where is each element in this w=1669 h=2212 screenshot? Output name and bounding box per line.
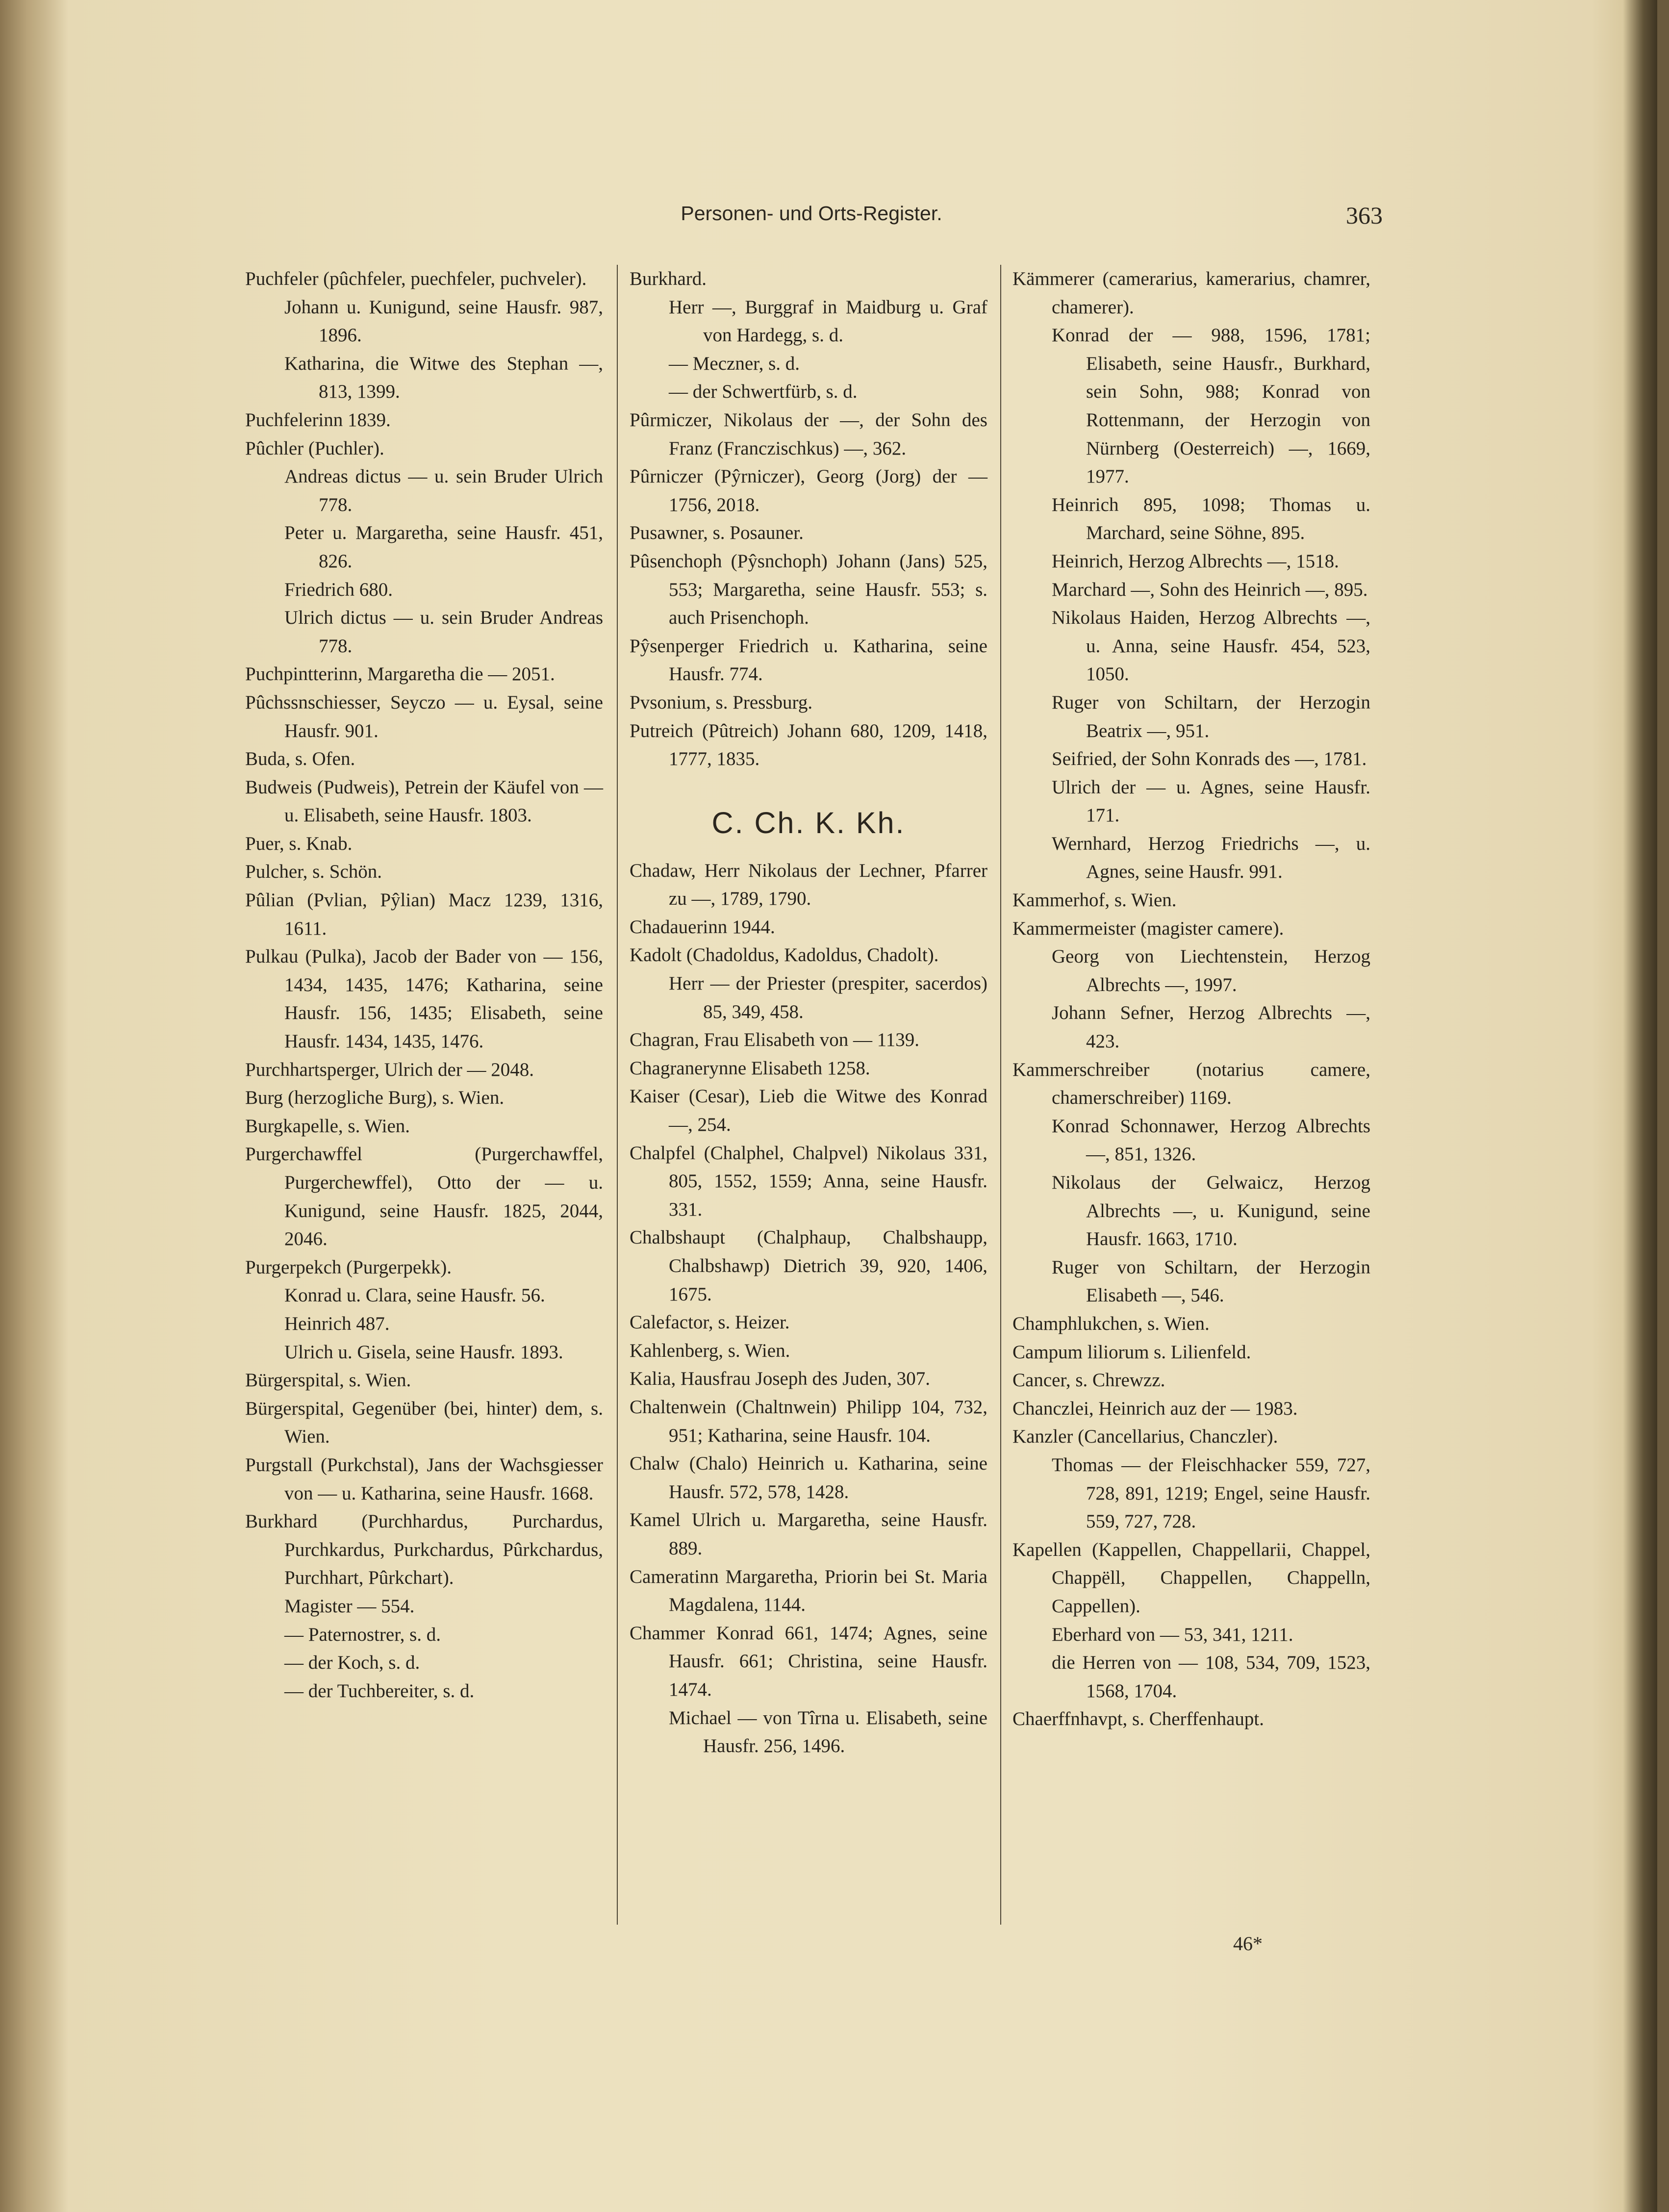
register-subentry: Konrad der — 988, 1596, 1781; Elisabeth, seine Hausfr., Burkhard, sein Sohn, 988; Konrad von Rottenmann, der Herzogin von Nürnberg (Oesterreich) —, 1669, 1977. [1052,325,1370,487]
register-entry: Chanczlei, Heinrich auz der — 1983. [1012,1398,1298,1419]
register-entry: Purgerpekch (Purgerpekk). [245,1256,452,1278]
register-subentry: Ruger von Schiltarn, der Herzogin Beatrix —, 951. [1052,691,1370,741]
register-entry: Champhlukchen, s. Wien. [1012,1313,1210,1334]
register-subentry: Konrad Schonnawer, Herzog Albrechts —, 851, 1326. [1052,1115,1370,1165]
register-entry: Pûchssnschiesser, Seyczo — u. Eysal, seine Hausfr. 901. [245,691,603,741]
register-subentry: Seifried, der Sohn Konrads des —, 1781. [1052,748,1367,770]
register-entry: Chalpfel (Chalphel, Chalpvel) Nikolaus 331, 805, 1552, 1559; Anna, seine Hausfr. 331. [630,1142,987,1220]
register-entry: Campum liliorum s. Lilienfeld. [1012,1341,1251,1363]
register-subentry: Konrad u. Clara, seine Hausfr. 56. [284,1285,545,1306]
register-subentry: Ulrich der — u. Agnes, seine Hausfr. 171. [1052,776,1370,826]
register-entry: Purgerchawffel (Purgerchawffel, Purgerchewffel), Otto der — u. Kunigund, seine Hausfr. 1825, 2044, 2046. [245,1144,603,1250]
register-subentry: — der Schwertfürb, s. d. [669,381,858,403]
register-subentry: Johann u. Kunigund, seine Hausfr. 987, 1896. [284,296,603,346]
register-subentry: Georg von Liechtenstein, Herzog Albrechts —, 1997. [1052,946,1370,995]
register-entry: Chaltenwein (Chaltnwein) Philipp 104, 732, 951; Katharina, seine Hausfr. 104. [630,1396,987,1446]
register-subentry: Magister — 554. [284,1595,415,1617]
register-subentry: Katharina, die Witwe des Stephan —, 813, 1399. [284,353,603,403]
register-entry: Buda, s. Ofen. [245,748,355,770]
register-entry: Purgstall (Purkchstal), Jans der Wachsgiesser von — u. Katharina, seine Hausfr. 1668. [245,1454,603,1504]
page-number: 363 [1346,202,1383,229]
register-entry: Burkhard. [630,268,707,289]
register-column-1 [245,265,603,1705]
register-entry: Burkhard (Purchhardus, Purchardus, Purchkardus, Purkchardus, Pûrkchardus, Purchhart, Pûrkchart). [245,1511,603,1589]
register-entry: Puchfelerinn 1839. [245,409,391,431]
register-subentry: — der Koch, s. d. [284,1652,420,1674]
register-entry: Cancer, s. Chrewzz. [1012,1370,1165,1391]
register-subentry: — Meczner, s. d. [669,353,800,374]
register-entry: Pûsenchoph (Pŷsnchoph) Johann (Jans) 525, 553; Margaretha, seine Hausfr. 553; s. auch Prisenchoph. [630,550,987,629]
register-entry: Kaiser (Cesar), Lieb die Witwe des Konrad —, 254. [630,1086,987,1136]
register-entry: Kadolt (Chadoldus, Kadoldus, Chadolt). [630,944,939,966]
register-entry: Chalw (Chalo) Heinrich u. Katharina, seine Hausfr. 572, 578, 1428. [630,1453,987,1502]
register-entry: Pulcher, s. Schön. [245,861,382,883]
register-entry: Chagran, Frau Elisabeth von — 1139. [630,1029,920,1051]
register-entry: Purchhartsperger, Ulrich der — 2048. [245,1059,534,1080]
register-entry: Kapellen (Kappellen, Chappellarii, Chappel, Chappëll, Chappellen, Chappelln, Cappellen). [1012,1539,1370,1617]
register-entry: Kammerhof, s. Wien. [1012,890,1177,911]
section-heading: C. Ch. K. Kh. [711,806,906,839]
register-subentry: Nikolaus Haiden, Herzog Albrechts —, u. Anna, seine Hausfr. 454, 523, 1050. [1052,607,1370,685]
register-entry: Pûrniczer (Pŷrniczer), Georg (Jorg) der — 1756, 2018. [630,466,987,515]
page-left-edge-shadow [0,0,69,2212]
register-entry: Bürgerspital, s. Wien. [245,1370,411,1391]
register-entry: Chaerffnhavpt, s. Cherffenhaupt. [1012,1708,1264,1730]
register-entry: Chadauerinn 1944. [630,916,775,938]
register-entry: Putreich (Pûtreich) Johann 680, 1209, 1418, 1777, 1835. [630,720,987,770]
register-entry: Chalbshaupt (Chalphaup, Chalbshaupp, Chalbshawp) Dietrich 39, 920, 1406, 1675. [630,1227,987,1305]
register-entry: Chagranerynne Elisabeth 1258. [630,1057,870,1079]
register-entry: Calefactor, s. Heizer. [630,1312,790,1333]
register-subentry: Ulrich dictus — u. sein Bruder Andreas 778. [284,607,603,657]
register-subentry: Andreas dictus — u. sein Bruder Ulrich 778. [284,466,603,515]
register-subentry: Herr —, Burggraf in Maidburg u. Graf von Hardegg, s. d. [669,296,987,346]
register-column-3 [1012,265,1370,1733]
register-entry: Kalia, Hausfrau Joseph des Juden, 307. [630,1368,931,1390]
register-subentry: Eberhard von — 53, 341, 1211. [1052,1624,1293,1645]
register-subentry: Ulrich u. Gisela, seine Hausfr. 1893. [284,1341,563,1363]
register-entry: Kamel Ulrich u. Margaretha, seine Hausfr. 889. [630,1509,987,1559]
register-subentry: Heinrich 487. [284,1313,390,1334]
register-subentry: Johann Sefner, Herzog Albrechts —, 423. [1052,1002,1370,1052]
register-entry: Kammermeister (magister camere). [1012,917,1284,939]
register-entry: Pŷsenperger Friedrich u. Katharina, seine Hausfr. 774. [630,635,987,685]
register-entry: Puchpintterinn, Margaretha die — 2051. [245,663,555,685]
register-subentry: — der Tuchbereiter, s. d. [284,1680,475,1702]
column-divider [1000,265,1001,1925]
register-entry: Kanzler (Cancellarius, Chanczler). [1012,1426,1278,1448]
register-entry: Chammer Konrad 661, 1474; Agnes, seine Hausfr. 661; Christina, seine Hausfr. 1474. [630,1622,987,1700]
register-subentry: Peter u. Margaretha, seine Hausfr. 451, 826. [284,522,603,572]
column-divider [617,265,618,1925]
register-entry: Kämmerer (camerarius, kamerarius, chamrer, chamerer). [1012,268,1370,318]
register-entry: Burg (herzogliche Burg), s. Wien. [245,1087,505,1109]
register-subentry: die Herren von — 108, 534, 709, 1523, 1568, 1704. [1052,1652,1370,1702]
register-entry: Kahlenberg, s. Wien. [630,1340,790,1361]
register-column-2 [630,265,987,1760]
register-subentry: Michael — von Tîrna u. Elisabeth, seine Hausfr. 256, 1496. [669,1707,987,1757]
register-entry: Pvsonium, s. Pressburg. [630,691,813,713]
register-subentry: Ruger von Schiltarn, der Herzogin Elisabeth —, 546. [1052,1256,1370,1306]
register-subentry: Heinrich 895, 1098; Thomas u. Marchard, seine Söhne, 895. [1052,494,1370,544]
register-entry: Puer, s. Knab. [245,833,353,854]
register-entry: Cameratinn Margaretha, Priorin bei St. Maria Magdalena, 1144. [630,1566,987,1616]
page-gutter-shadow [1623,0,1657,2212]
register-subentry: Wernhard, Herzog Friedrichs —, u. Agnes, seine Hausfr. 991. [1052,833,1370,883]
register-subentry: Herr — der Priester (prespiter, sacerdos) 85, 349, 458. [669,973,987,1022]
register-subentry: Friedrich 680. [284,579,393,600]
register-entry: Pusawner, s. Posauner. [630,522,804,544]
register-entry: Pûlian (Pvlian, Pŷlian) Macz 1239, 1316, 1611. [245,890,603,939]
register-entry: Puchfeler (pûchfeler, puechfeler, puchveler). [245,268,587,289]
register-subentry: Nikolaus der Gelwaicz, Herzog Albrechts —, u. Kunigund, seine Hausfr. 1663, 1710. [1052,1172,1370,1250]
register-entry: Pûchler (Puchler). [245,437,384,459]
register-entry: Burgkapelle, s. Wien. [245,1115,410,1137]
register-subentry: Thomas — der Fleischhacker 559, 727, 728, 891, 1219; Engel, seine Hausfr. 559, 727, 728. [1052,1454,1370,1532]
signature-mark: 46* [1233,1932,1263,1955]
register-entry: Kammerschreiber (notarius camere, chamerschreiber) 1169. [1012,1059,1370,1109]
register-entry: Pûrmiczer, Nikolaus der —, der Sohn des Franz (Franczischkus) —, 362. [630,409,987,459]
register-entry: Chadaw, Herr Nikolaus der Lechner, Pfarrer zu —, 1789, 1790. [630,860,987,910]
register-subentry: Heinrich, Herzog Albrechts —, 1518. [1052,550,1339,572]
register-entry: Pulkau (Pulka), Jacob der Bader von — 156, 1434, 1435, 1476; Katharina, seine Hausfr. 156, 1435; Elisabeth, seine Hausfr. 1434, 1435, 1476. [245,946,603,1052]
running-head: Personen- und Orts-Register. [681,202,942,225]
register-subentry: — Paternostrer, s. d. [284,1624,441,1645]
register-entry: Bürgerspital, Gegenüber (bei, hinter) dem, s. Wien. [245,1398,603,1448]
register-subentry: Marchard —, Sohn des Heinrich —, 895. [1052,579,1368,600]
register-entry: Budweis (Pudweis), Petrein der Käufel von — u. Elisabeth, seine Hausfr. 1803. [245,776,603,826]
